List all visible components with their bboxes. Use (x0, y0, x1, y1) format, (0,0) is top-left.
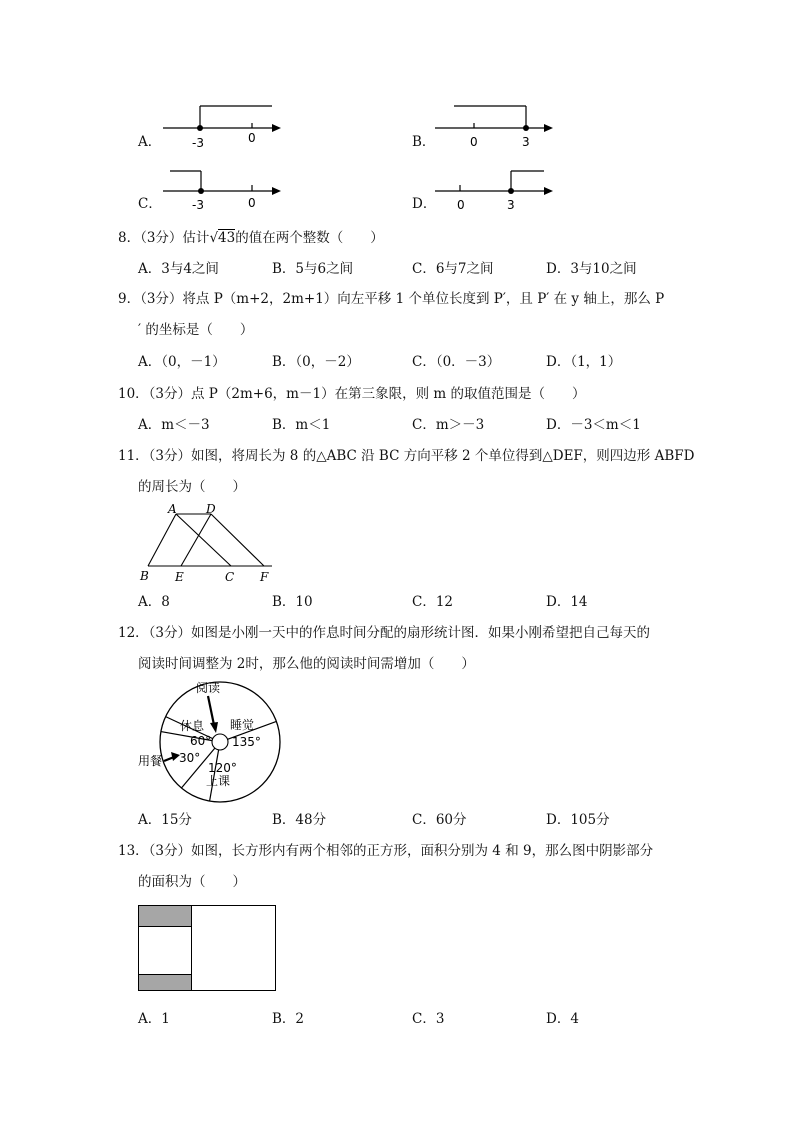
q12-stem-line2: 阅读时间调整为 2时，那么他的阅读时间需增加（ ） (138, 656, 475, 672)
q11-label-f: F (260, 570, 269, 584)
pie-center-circle (212, 734, 228, 750)
q8-option-a[interactable]: A．3与4之间 (138, 261, 219, 277)
q7d-tick-0: 0 (457, 198, 465, 212)
q8-radicand: 43 (218, 230, 236, 246)
q10-stem: 10．（3分）点 P（2m+6，m－1）在第三象限，则 m 的取值范围是（ ） (118, 386, 586, 402)
pie-label-reading: 阅读 (196, 681, 221, 695)
q10-option-c[interactable]: C．m＞－3 (412, 417, 485, 433)
q7a-tick-0: 0 (248, 131, 256, 145)
q7-numberline-b (432, 100, 557, 155)
q11-option-a[interactable]: A．8 (138, 594, 170, 610)
q7c-tick-0: 0 (248, 196, 256, 210)
q7-numberline-d (432, 165, 557, 215)
pie-angle-class: 120° (208, 761, 237, 775)
q11-label-b: B (140, 569, 149, 583)
q13-option-c[interactable]: C．3 (412, 1011, 445, 1027)
q7-numberline-a (160, 100, 285, 155)
q12-option-c[interactable]: C．60分 (412, 812, 467, 828)
q9-stem-line1: 9．（3分）将点 P（m+2，2m+1）向左平移 1 个单位长度到 P′，且 P′ 在 y 轴上，那么 P (118, 291, 665, 307)
pie-label-rest: 休息 (180, 719, 205, 733)
shaded-strip-bottom (139, 974, 192, 990)
pie-label-sleep: 睡觉 (230, 718, 255, 732)
q11-option-c[interactable]: C．12 (412, 594, 454, 610)
q7a-tick-neg3: -3 (192, 136, 204, 150)
sqrt-icon: √ (209, 230, 219, 246)
q11-label-d: D (206, 502, 216, 516)
pie-angle-meal: 30° (179, 751, 201, 765)
q11-label-a: A (168, 502, 177, 516)
pie-angle-sleep: 135° (232, 735, 261, 749)
q10-option-a[interactable]: A．m＜－3 (138, 417, 210, 433)
pie-label-meal: 用餐 (138, 754, 163, 768)
q13-option-b[interactable]: B．2 (272, 1011, 305, 1027)
q13-rectangle-figure (138, 905, 276, 991)
q9-stem-line2: ′ 的坐标是（ ） (138, 322, 254, 338)
q11-stem-line2: 的周长为（ ） (138, 479, 246, 495)
q12-option-b[interactable]: B．48分 (272, 812, 327, 828)
q13-option-a[interactable]: A．1 (138, 1011, 170, 1027)
q12-option-a[interactable]: A．15分 (138, 812, 192, 828)
q11-translation-figure (136, 500, 286, 588)
q8-stem (118, 229, 384, 247)
square-divider (191, 906, 192, 990)
q7-option-c-label: C． (138, 196, 162, 212)
q7b-tick-0: 0 (470, 135, 478, 149)
q12-option-d[interactable]: D．105分 (546, 812, 610, 828)
q9-option-d[interactable]: D．（1，1） (546, 354, 622, 370)
q7-numberline-c (160, 165, 285, 215)
q7c-tick-neg3: -3 (192, 198, 204, 212)
q13-option-d[interactable]: D．4 (546, 1011, 579, 1027)
q8-option-d[interactable]: D．3与10之间 (546, 261, 637, 277)
q9-option-a[interactable]: A．（0，－1） (138, 354, 226, 370)
q11-stem-line1: 11．（3分）如图，将周长为 8 的△ABC 沿 BC 方向平移 2 个单位得到△DEF，则四边形 ABFD (118, 448, 695, 464)
q12-stem-line1: 12．（3分）如图是小刚一天中的作息时间分配的扇形统计图．如果小刚希望把自己每天的 (118, 625, 651, 641)
shaded-strip-top (139, 906, 192, 927)
pie-angle-rest: 60° (190, 734, 212, 748)
q8-option-c[interactable]: C．6与7之间 (412, 261, 494, 277)
q11-label-e: E (175, 570, 184, 584)
q13-stem-line2: 的面积为（ ） (138, 874, 246, 890)
q8-stem-rest: 的值在两个整数（ ） (235, 230, 384, 246)
q11-label-c: C (225, 570, 235, 584)
q8-number: 8．（3分）估计 (118, 230, 210, 246)
q9-option-b[interactable]: B．（0，－2） (272, 354, 360, 370)
q7-option-b-label: B． (412, 134, 436, 150)
q7-option-a-label: A． (138, 134, 162, 150)
q7b-tick-3: 3 (522, 135, 530, 149)
pie-label-class: 上课 (206, 774, 231, 788)
q7d-tick-3: 3 (507, 198, 515, 212)
q9-option-c[interactable]: C．（0．－3） (412, 354, 501, 370)
q13-stem-line1: 13．（3分）如图，长方形内有两个相邻的正方形，面积分别为 4 和 9，那么图中阴影部分 (118, 843, 654, 859)
q11-option-d[interactable]: D．14 (546, 594, 588, 610)
q8-option-b[interactable]: B．5与6之间 (272, 261, 354, 277)
q12-pie-chart (128, 672, 308, 804)
q7-option-d-label: D． (412, 196, 437, 212)
q11-option-b[interactable]: B．10 (272, 594, 313, 610)
q10-option-b[interactable]: B．m＜1 (272, 417, 331, 433)
q10-option-d[interactable]: D．－3＜m＜1 (546, 417, 641, 433)
